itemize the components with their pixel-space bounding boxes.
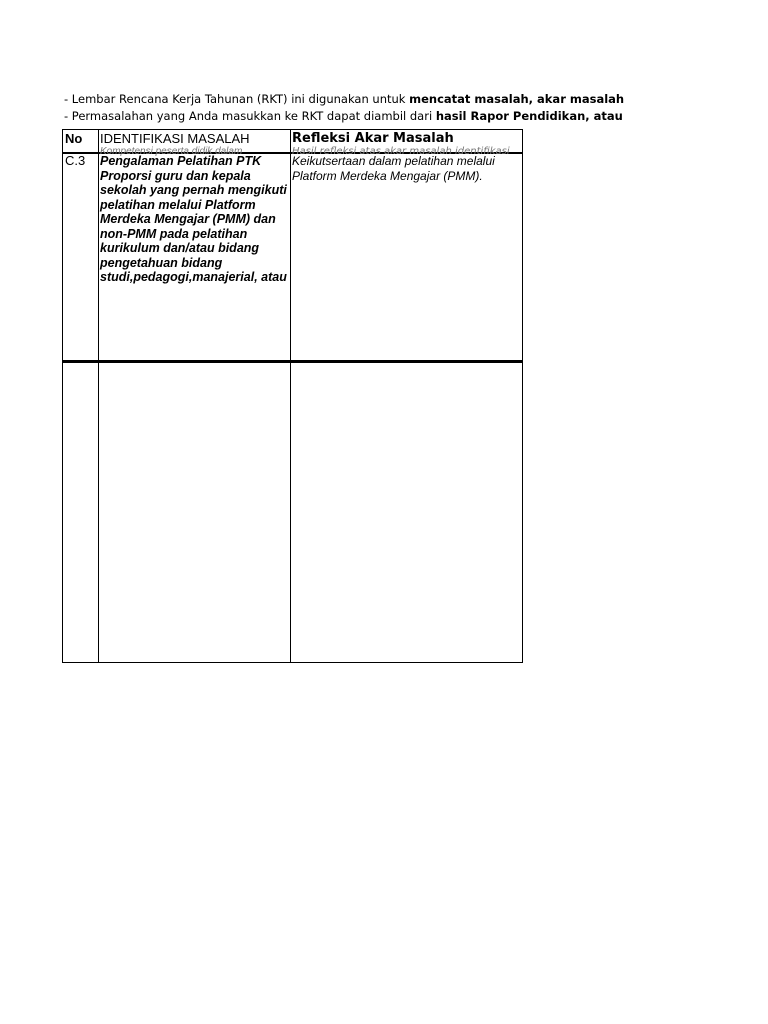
- header-refleksi-label: Refleksi Akar Masalah: [292, 131, 454, 146]
- header-no-label: No: [65, 131, 83, 146]
- intro-line-1: [64, 92, 625, 106]
- intro-notes: [64, 92, 625, 123]
- header-no: [65, 131, 97, 151]
- intro-line-1-bold: mencatat masalah, akar masalah: [409, 92, 625, 106]
- rkt-table: [62, 129, 523, 663]
- intro-line-2-bold: hasil Rapor Pendidikan, atau: [435, 109, 623, 123]
- header-refleksi: [292, 131, 522, 157]
- cell-identifikasi-row-2: [100, 366, 290, 496]
- header-refleksi-sub: Hasil refleksi atas akar masalah identifikasi: [292, 146, 510, 157]
- cell-no: C.3: [65, 153, 86, 168]
- column-divider: [290, 130, 291, 662]
- intro-line-2-text: - Permasalahan yang Anda masukkan ke RKT dapat diambil dari: [64, 109, 436, 123]
- intro-line-2: [64, 109, 623, 123]
- cell-identifikasi: Pengalaman Pelatihan PTK Proporsi guru dan kepala sekolah yang pernah mengikuti pelatihan melalui Platform Merdeka Mengajar (PMM) dan non-PMM pada pelatihan kurikulum dan/atau bidang pengetahuan bidang studi,pedagogi,manajerial, atau: [100, 154, 287, 284]
- column-divider: [98, 130, 99, 662]
- header-identifikasi-sub: Kompetensi peserta didik dalam: [100, 146, 243, 157]
- intro-line-1-text: - Lembar Rencana Kerja Tahunan (RKT) ini digunakan untuk: [64, 92, 410, 106]
- header-identifikasi: [100, 131, 289, 157]
- row-divider: [63, 360, 522, 363]
- header-identifikasi-label: IDENTIFIKASI MASALAH: [100, 131, 250, 146]
- cell-refleksi: Keikutsertaan dalam pelatihan melalui Platform Merdeka Mengajar (PMM).: [292, 154, 495, 183]
